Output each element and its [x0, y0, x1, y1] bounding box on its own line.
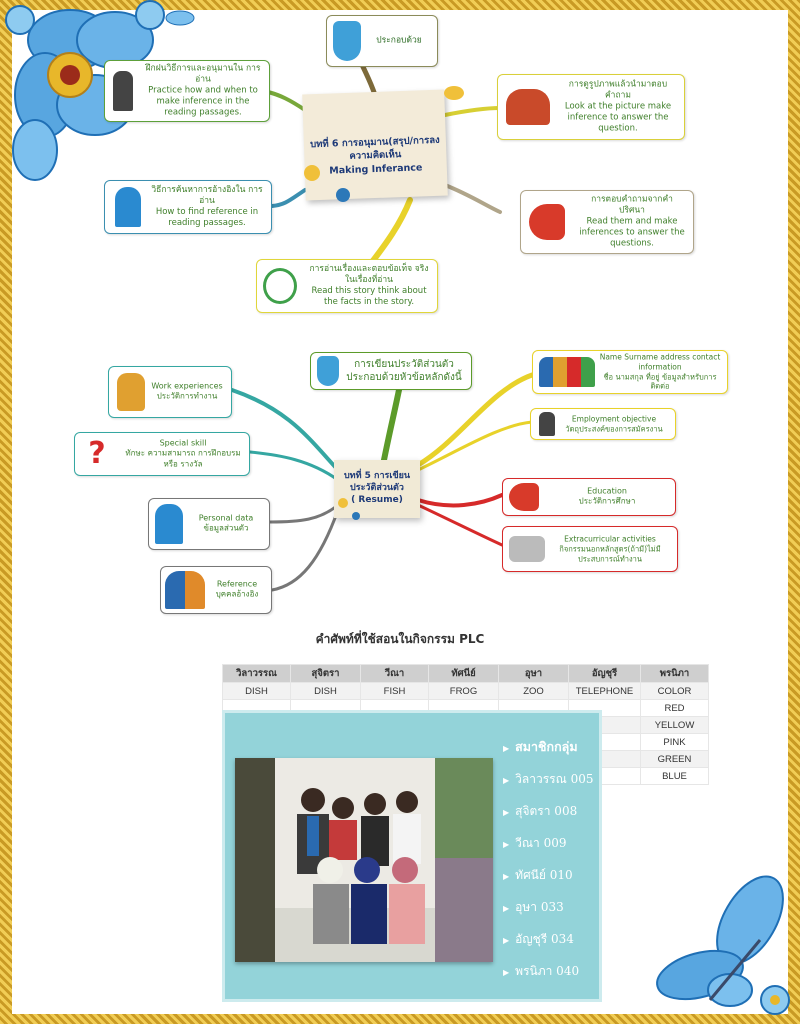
checkmark-person-icon	[263, 268, 297, 304]
map1-node-answer	[520, 190, 694, 254]
map2-node-extra	[502, 526, 678, 572]
map1-node-practice	[104, 60, 270, 122]
map1-reference-th: วิธีการค้นหาการอ้างอิงใน การอ่าน	[151, 184, 263, 206]
table-cell: COLOR	[641, 683, 709, 700]
list-item: ▶ อุษา 033	[503, 900, 564, 914]
map2-node-objective	[530, 408, 676, 440]
table-cell: DISH	[291, 683, 361, 700]
map1-practice-en: Practice how and when to make inference in the reading passages.	[148, 85, 258, 118]
table-cell: BLUE	[641, 768, 709, 785]
pushpin-icon	[444, 86, 464, 100]
triangle-bullet-icon: ▶	[503, 872, 510, 881]
map1-center-title-th: บทที่ 6 การอนุมาน(สรุป/การลงความคิดเห็น	[309, 134, 440, 163]
map2-personal-en: Personal data	[198, 513, 254, 523]
map1-answer-th: การตอบคำถามจากคำ ปริศนา	[591, 194, 673, 216]
plc-title: คำศัพท์ที่ใช้สอนในกิจกรรม PLC	[315, 632, 485, 646]
table-row	[223, 683, 709, 700]
group-member-list	[503, 731, 603, 987]
workers-icon	[117, 373, 145, 411]
group-photo	[235, 758, 493, 962]
worker-icon	[539, 412, 555, 436]
map1-center-note	[302, 90, 448, 201]
people-icon	[165, 571, 205, 609]
triangle-bullet-icon: ▶	[503, 808, 510, 817]
map2-center-title-th: บทที่ 5 การเขียน ประวัติส่วนตัว	[343, 471, 411, 494]
list-item: ▶ วีณา 009	[503, 836, 567, 850]
map1-story-th: การอ่านเรื่องและตอบข้อเท็จ จริงในเรื่องที่อ่าน	[309, 263, 429, 285]
map2-writing-label: การเขียนประวัติส่วนตัว ประกอบด้วยหัวข้อหลักดังนี้	[346, 359, 462, 383]
map2-extra-th: กิจกรรมนอกหลักสูตร(ถ้ามี)ไม่มี ประสบการณ์ทำงาน	[559, 544, 661, 563]
map2-work-en: Work experiences	[151, 381, 223, 391]
col-header: วิลาวรรณ	[223, 665, 291, 683]
triangle-bullet-icon: ▶	[503, 968, 510, 977]
list-item: ▶ ทัศนีย์ 010	[503, 868, 573, 882]
map2-center-title-en: ( Resume)	[351, 495, 403, 506]
map2-name-en: Name Surname address contact information	[599, 352, 721, 372]
col-header: อัญชุรี	[569, 665, 641, 683]
group-photo-image	[235, 758, 493, 962]
family-icon	[539, 357, 595, 387]
reading-character-icon	[506, 89, 550, 125]
list-item: ▶ อัญชุรี 034	[503, 932, 574, 946]
table-cell: DISH	[223, 683, 291, 700]
map1-node-picture	[497, 74, 685, 140]
list-item: ▶ สุจิตรา 008	[503, 804, 578, 818]
map2-work-th: ประวัติการทำงาน	[156, 392, 218, 401]
col-header: สุจิตรา	[291, 665, 361, 683]
map1-reference-en: How to find reference in reading passages.	[155, 207, 259, 229]
map2-name-th: ชื่อ นามสกุล ที่อยู่ ข้อมูลสำหรับการ ติดต่อ	[603, 372, 717, 391]
triangle-bullet-icon: ▶	[503, 904, 510, 913]
question-person-icon	[115, 187, 141, 227]
map2-education-th: ประวัติการศึกษา	[578, 497, 636, 506]
map2-education-en: Education	[587, 486, 627, 496]
triangle-bullet-icon: ▶	[503, 743, 510, 753]
map2-objective-en: Employment objective	[571, 414, 657, 424]
list-item: ▶ พรนิภา 040	[503, 964, 580, 978]
map2-extra-en: Extracurricular activities	[564, 534, 656, 544]
group-title: สมาชิกกลุ่ม	[515, 739, 578, 754]
map1-answer-en: Read them and make inferences to answer the questions.	[579, 216, 685, 249]
pushpin-icon	[304, 165, 320, 181]
map1-node-consist	[326, 15, 438, 67]
col-header: อุษา	[499, 665, 569, 683]
table-cell: ZOO	[499, 683, 569, 700]
pencil-character-icon	[333, 21, 361, 61]
map2-skill-en: Special skill	[159, 438, 207, 448]
map2-node-ref	[160, 566, 272, 614]
pencil-character-icon	[317, 356, 339, 386]
group-photo-card	[222, 710, 602, 1002]
col-header: พรนิภา	[641, 665, 709, 683]
map2-ref-th: บุคคลอ้างอิง	[215, 590, 259, 599]
map2-ref-en: Reference	[216, 579, 258, 589]
table-cell: PINK	[641, 734, 709, 751]
map2-node-skill	[74, 432, 250, 476]
table-cell: RED	[641, 700, 709, 717]
map2-node-work	[108, 366, 232, 418]
map1-practice-th: ฝึกฝนวิธีการและอนุมานใน การอ่าน	[145, 63, 261, 85]
table-cell: FROG	[429, 683, 499, 700]
butterfly-ornament-bottom-right	[640, 860, 800, 1024]
list-item	[503, 731, 603, 763]
table-cell: YELLOW	[641, 717, 709, 734]
map2-center-note	[334, 460, 420, 518]
triangle-bullet-icon: ▶	[503, 936, 510, 945]
map2-skill-th: ทักษะ ความสามารถ การฝึกอบรมหรือ รางวัล	[125, 448, 241, 469]
table-cell: FISH	[361, 683, 429, 700]
map2-personal-th: ข้อมูลส่วนตัว	[203, 524, 249, 533]
col-header: ทัศนีย์	[429, 665, 499, 683]
map1-consist-label: ประกอบด้วย	[376, 35, 422, 46]
map1-story-en: Read this story think about the facts in the story.	[311, 286, 427, 308]
question-person-icon	[155, 504, 183, 544]
pushpin-icon	[352, 512, 360, 520]
list-item: ▶ วิลาวรรณ 005	[503, 772, 594, 786]
megaphone-character-icon	[529, 204, 565, 240]
map2-node-personal	[148, 498, 270, 550]
map1-center-title-en: Making Inferance	[329, 161, 423, 177]
map2-objective-th: วัตถุประสงค์ของการสมัครงาน	[565, 424, 663, 433]
megaphone-character-icon	[509, 483, 539, 511]
map1-picture-en: Look at the picture make inference to answer the question.	[564, 101, 672, 134]
question-mark-icon: ?	[88, 436, 106, 471]
triangle-bullet-icon: ▶	[503, 840, 510, 849]
handshake-icon	[509, 536, 545, 562]
table-cell: TELEPHONE	[569, 683, 641, 700]
pushpin-icon	[338, 498, 348, 508]
map1-node-reference	[104, 180, 272, 234]
map2-node-name	[532, 350, 728, 394]
teacher-character-icon	[113, 71, 133, 111]
map2-node-education	[502, 478, 676, 516]
map1-node-story	[256, 259, 438, 313]
triangle-bullet-icon: ▶	[503, 776, 510, 785]
pushpin-icon	[336, 188, 350, 202]
map1-picture-th: การดูรูปภาพแล้วนำมาตอบ คำถาม	[568, 79, 668, 101]
map2-node-writing	[310, 352, 472, 390]
table-cell: GREEN	[641, 751, 709, 768]
col-header: วีณา	[361, 665, 429, 683]
